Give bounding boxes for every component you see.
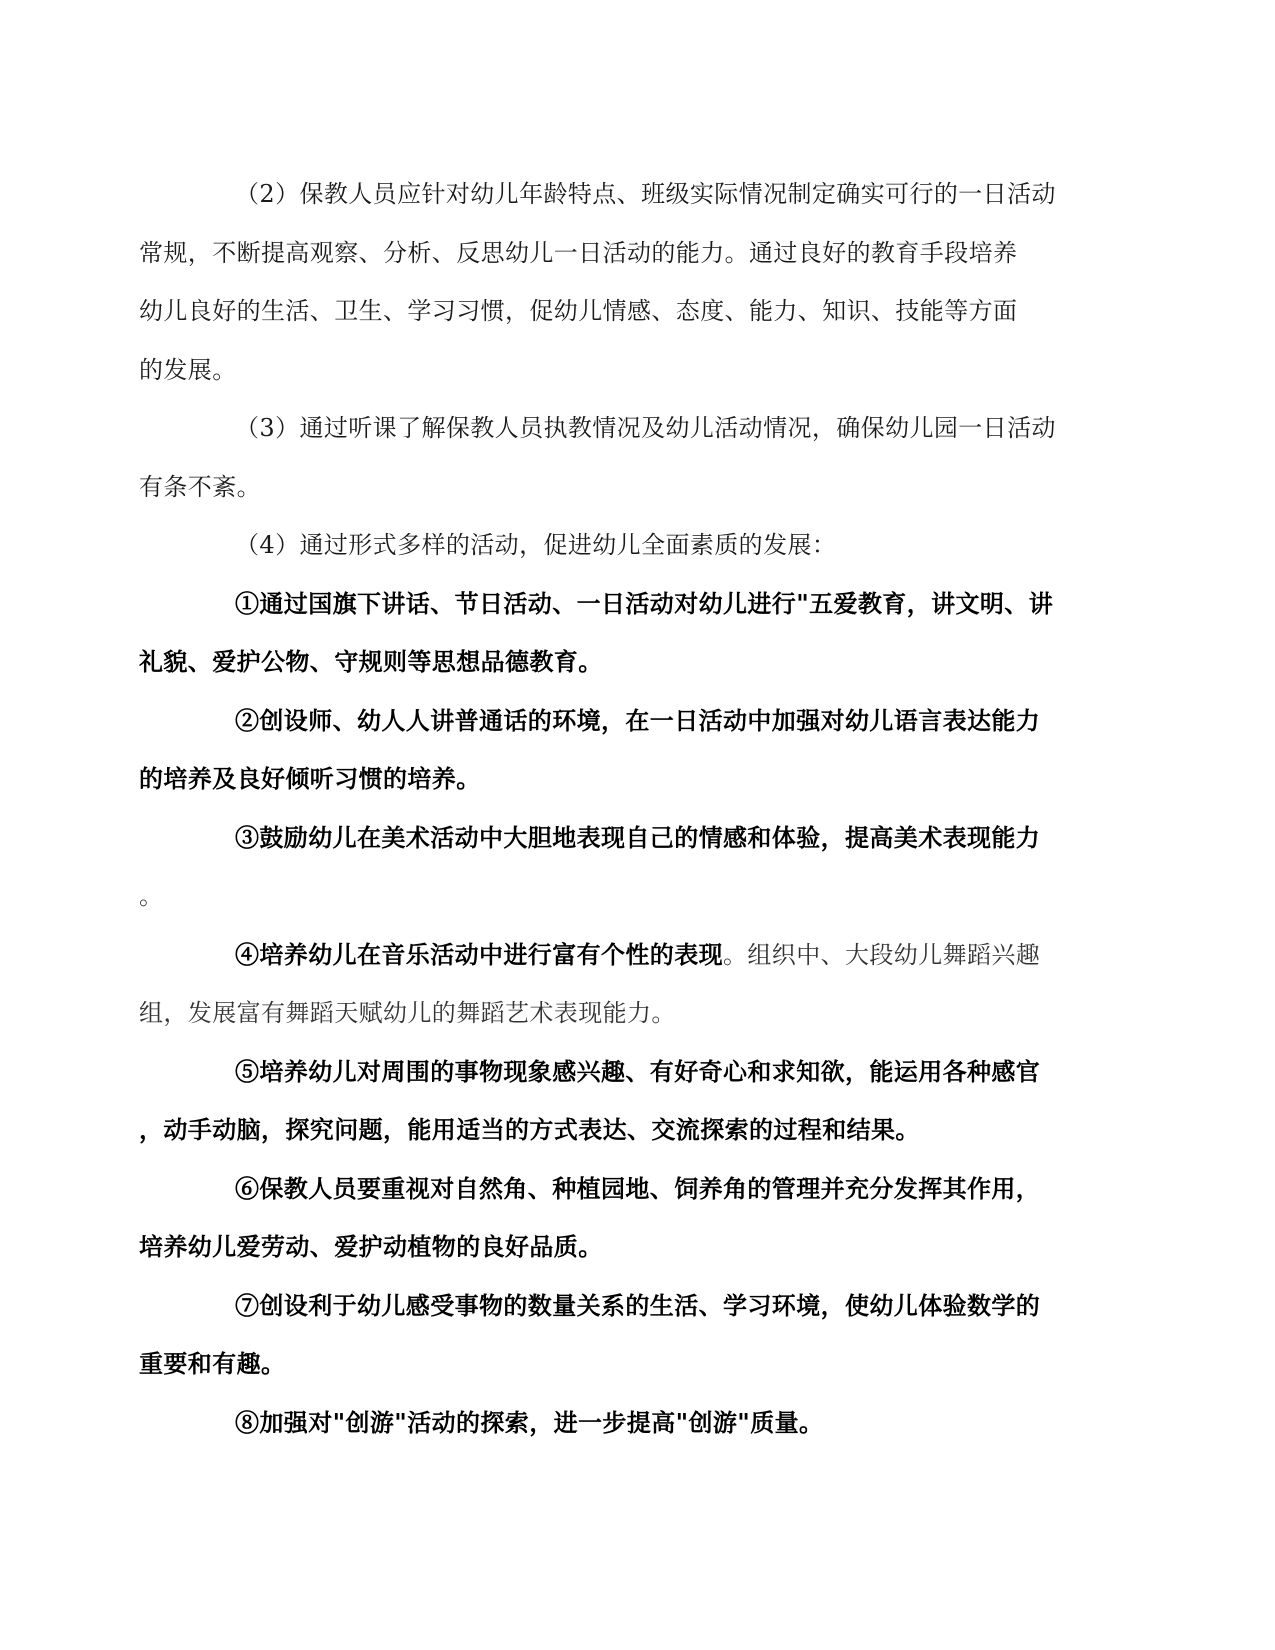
text-line: 幼儿良好的生活、卫生、学习习惯，促幼儿情感、态度、能力、知识、技能等方面 xyxy=(139,297,1018,325)
regular-segment: 。组织中、大段幼儿舞蹈兴趣 xyxy=(723,940,1041,969)
list-item-5 xyxy=(139,1043,1087,1160)
text-line: ⑧加强对"创游"活动的探索，进一步提高"创游"质量。 xyxy=(235,1407,824,1437)
text-line: 组，发展富有舞蹈天赋幼儿的舞蹈艺术表现能力。 xyxy=(139,999,676,1027)
text-line: 有条不紊。 xyxy=(139,472,261,501)
text-line: 常规，不断提高观察、分析、反思幼儿一日活动的能力。通过良好的教育手段培养 xyxy=(139,238,1018,267)
text-line: ，动手动脑，探究问题，能用适当的方式表达、交流探索的过程和结果。 xyxy=(139,1115,920,1144)
text-line: ⑦创设利于幼儿感受事物的数量关系的生活、学习环境，使幼儿体验数学的 xyxy=(235,1290,1041,1320)
paragraph-4 xyxy=(187,516,1087,575)
text-line: 培养幼儿爱劳动、爱护动植物的良好品质。 xyxy=(139,1232,603,1261)
paragraph-2 xyxy=(139,165,1087,399)
text-line: 重要和有趣。 xyxy=(139,1349,286,1378)
text-line: 的发展。 xyxy=(139,355,237,384)
list-item-6 xyxy=(139,1160,1087,1277)
text-line: （2）保教人员应针对幼儿年龄特点、班级实际情况制定确实可行的一日活动 xyxy=(235,180,1056,208)
text-line: ①通过国旗下讲话、节日活动、一日活动对幼儿进行"五爱教育，讲文明、讲 xyxy=(235,588,1054,618)
text-line: （3）通过听课了解保教人员执教情况及幼儿活动情况，确保幼儿园一日活动 xyxy=(235,414,1056,442)
bold-segment: ④培养幼儿在音乐活动中进行富有个性的表现 xyxy=(235,939,723,969)
text-line: 的培养及良好倾听习惯的培养。 xyxy=(139,764,481,793)
paragraph-3 xyxy=(139,399,1087,516)
text-line: （4）通过形式多样的活动，促进幼儿全面素质的发展： xyxy=(235,531,837,559)
text-line: ⑤培养幼儿对周围的事物现象感兴趣、有好奇心和求知欲，能运用各种感官 xyxy=(235,1056,1041,1086)
list-item-7 xyxy=(139,1277,1087,1394)
text-line: ③鼓励幼儿在美术活动中大胆地表现自己的情感和体验，提高美术表现能力 xyxy=(235,822,1041,852)
list-item-2 xyxy=(139,692,1087,809)
text-line: 。 xyxy=(139,882,164,910)
text-line: ⑥保教人员要重视对自然角、种植园地、饲养角的管理并充分发挥其作用， xyxy=(235,1173,1041,1203)
list-item-8 xyxy=(187,1394,1087,1453)
text-line: ②创设师、幼人人讲普通话的环境，在一日活动中加强对幼儿语言表达能力 xyxy=(235,705,1041,735)
list-item-1 xyxy=(139,575,1087,692)
list-item-3 xyxy=(139,809,1087,926)
document-body xyxy=(139,165,1087,1452)
text-line xyxy=(187,926,1087,985)
text-line: 礼貌、爱护公物、守规则等思想品德教育。 xyxy=(139,647,603,676)
list-item-4 xyxy=(139,926,1087,1043)
